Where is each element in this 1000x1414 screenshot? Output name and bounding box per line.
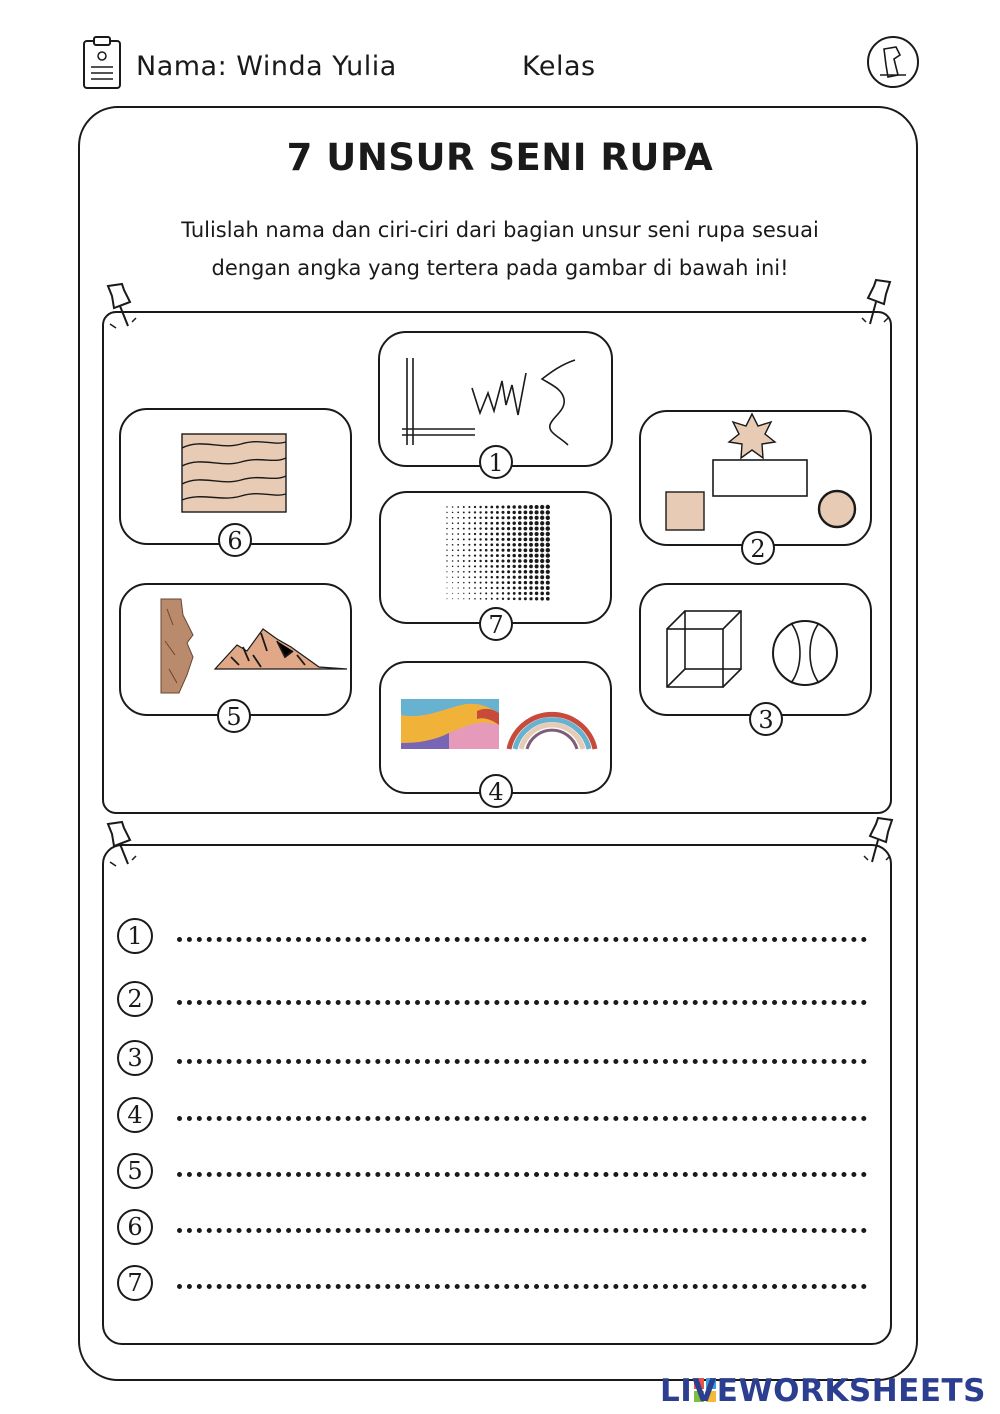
- dot-icon: [381, 493, 609, 621]
- shapes-icon: [641, 412, 869, 542]
- texture-icon: [121, 585, 349, 713]
- color-icon: [381, 663, 609, 791]
- card-number: 4: [479, 774, 513, 808]
- answer-number: 1: [117, 918, 153, 954]
- answer-field[interactable]: [177, 1228, 867, 1233]
- answer-row: [117, 1265, 867, 1305]
- student-name: Nama: Winda Yulia: [136, 51, 397, 82]
- card-number: 6: [218, 523, 252, 557]
- card-2: [639, 410, 872, 563]
- answer-field[interactable]: [177, 1116, 867, 1121]
- class-label: Kelas: [522, 51, 596, 82]
- instruction-text: [100, 211, 900, 287]
- answer-field[interactable]: [177, 1000, 867, 1005]
- clipboard-icon: [82, 36, 122, 90]
- answer-row: [117, 1153, 867, 1193]
- instruction-line-2: dengan angka yang tertera pada gambar di bawah ini!: [211, 256, 789, 280]
- answer-number: 3: [117, 1040, 153, 1076]
- pushpin-icon: [100, 280, 140, 336]
- brand-footer[interactable]: LIVEWORKSHEETS: [660, 1373, 986, 1409]
- card-1: [378, 331, 613, 477]
- answer-field[interactable]: [177, 1059, 867, 1064]
- answer-row: [117, 1097, 867, 1137]
- answer-row: [117, 1209, 867, 1249]
- card-number: 2: [741, 531, 775, 565]
- pushpin-icon: [858, 276, 898, 332]
- answer-field[interactable]: [177, 937, 867, 942]
- instruction-line-1: Tulislah nama dan ciri-ciri dari bagian unsur seni rupa sesuai: [181, 218, 819, 242]
- page-title: 7 UNSUR SENI RUPA: [286, 136, 714, 179]
- answer-row: [117, 1040, 867, 1080]
- card-3: [639, 583, 872, 734]
- card-5: [119, 583, 352, 731]
- answer-number: 4: [117, 1097, 153, 1133]
- card-4: [379, 661, 612, 806]
- card-number: 5: [217, 699, 251, 733]
- card-number: 7: [479, 607, 513, 641]
- answer-number: 5: [117, 1153, 153, 1189]
- answer-row: [117, 981, 867, 1021]
- lines-icon: [380, 333, 610, 463]
- art-badge-icon: [866, 35, 920, 89]
- answer-number: 6: [117, 1209, 153, 1245]
- answer-number: 7: [117, 1265, 153, 1301]
- card-number: 1: [479, 445, 513, 479]
- card-6: [119, 408, 352, 555]
- answer-number: 2: [117, 981, 153, 1017]
- card-number: 3: [749, 702, 783, 736]
- card-7: [379, 491, 612, 639]
- answer-field[interactable]: [177, 1172, 867, 1177]
- answer-field[interactable]: [177, 1284, 867, 1289]
- answer-row: [117, 918, 867, 958]
- field-icon: [121, 410, 349, 540]
- volume-icon: [641, 585, 869, 713]
